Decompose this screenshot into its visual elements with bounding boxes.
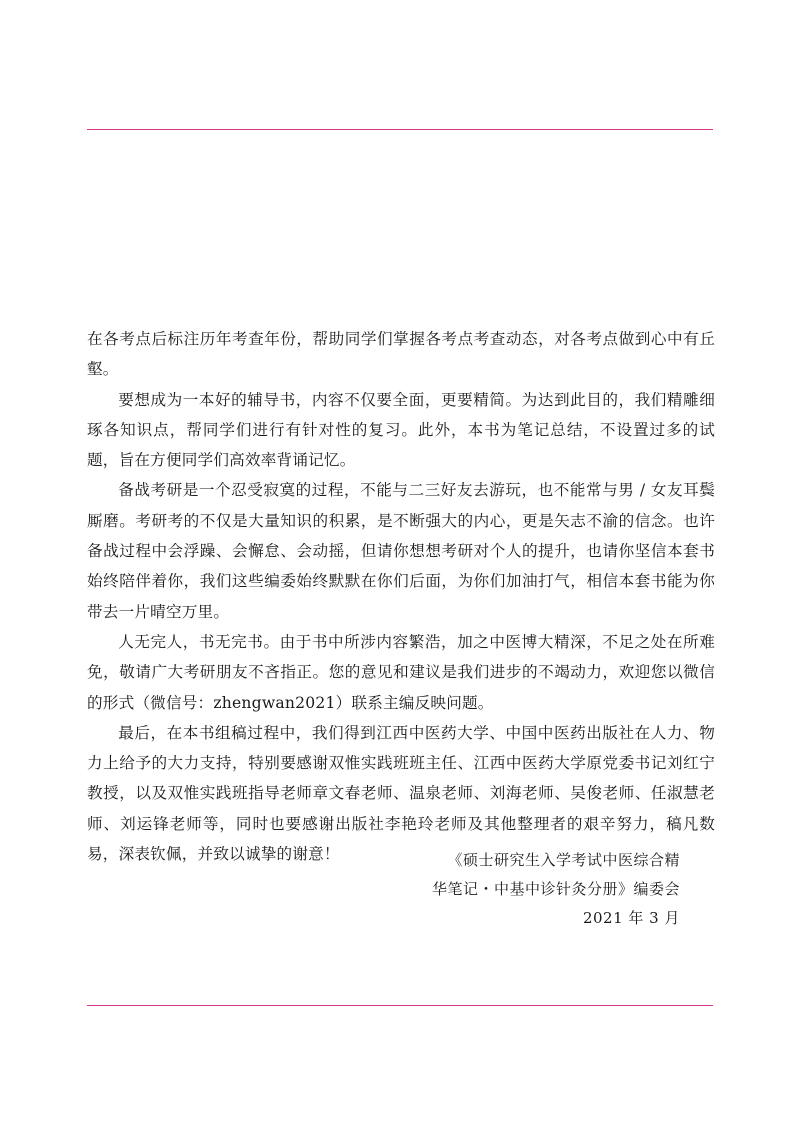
signature-book-title-line-2: 华笔记・中基中诊针灸分册》编委会: [431, 880, 680, 898]
paragraph-1: 在各考点后标注历年考查年份，帮助同学们掌握各考点考查动态，对各考点做到心中有丘壑。: [87, 330, 715, 379]
paragraph-3: 备战考研是一个忍受寂寞的过程，不能与二三好友去游玩，也不能常与男 / 女友耳鬓厮磨。考研考的不仅是大量知识的积累，是不断强大的内心，更是矢志不渝的信念。也许备战过程中会浮躁、会懈怠、会动摇，但请你想想考研对个人的提升，也请你坚信本套书始终陪伴着你，我们这些编委始终默默在你们后面，为你们加油打气，相信本套书能为你带去一片晴空万里。: [87, 481, 715, 621]
signature-date: 2021 年 3 月: [582, 909, 680, 927]
paragraph-5: 最后，在本书组稿过程中，我们得到江西中医药大学、中国中医药出版社在人力、物力上给予的大力支持，特别要感谢双惟实践班班主任、江西中医药大学原党委书记刘红宁教授，以及双惟实践班指导老师章文春老师、温泉老师、刘海老师、吴俊老师、任淑慧老师、刘运锋老师等，同时也要感谢出版社李艳玲老师及其他整理者的艰辛努力，稿凡数易，深表钦佩，并致以诚挚的谢意！: [87, 723, 715, 864]
editorial-signature: [432, 846, 680, 933]
paragraph-2: 要想成为一本好的辅导书，内容不仅要全面，更要精简。为达到此目的，我们精雕细琢各知识点，帮同学们进行有针对性的复习。此外，本书为笔记总结，不设置过多的试题，旨在方便同学们高效率背诵记忆。: [87, 390, 715, 470]
preface-body: [87, 324, 715, 869]
top-divider-rule: [87, 129, 713, 130]
signature-book-title-line-1: 《硕士研究生入学考试中医综合精: [447, 851, 680, 869]
bottom-divider-rule: [87, 1005, 713, 1006]
paragraph-4: 人无完人，书无完书。由于书中所涉内容繁浩，加之中医博大精深，不足之处在所难免，敬请广大考研朋友不吝指正。您的意见和建议是我们进步的不竭动力，欢迎您以微信的形式（微信号：zhengwan2021）联系主编反映问题。: [87, 632, 715, 712]
